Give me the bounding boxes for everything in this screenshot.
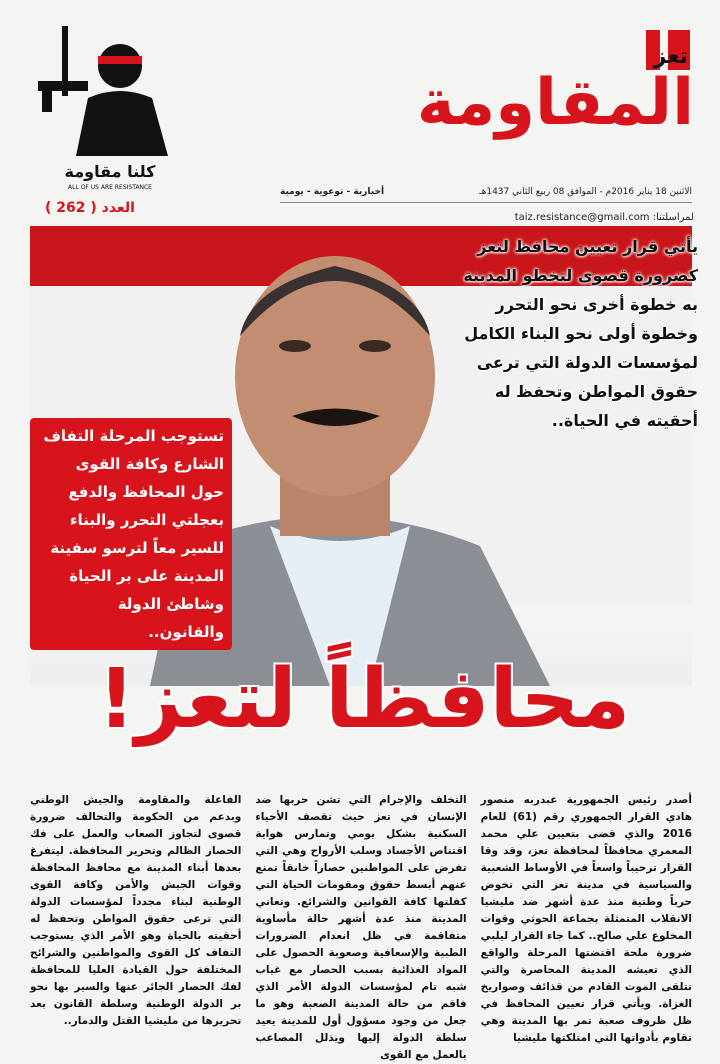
tagline: أخبارية - توعوية - يومية bbox=[280, 187, 385, 197]
resistance-logo bbox=[28, 26, 208, 226]
contact-line bbox=[250, 212, 694, 223]
slogan: كلنا مقاومة bbox=[64, 162, 156, 181]
article-body bbox=[30, 792, 692, 1061]
quote-left: تستوجب المرحلة التفاف الشارع وكافة القوى حول المحافظ والدفع بعجلتي التحرر والبناء للسير معاً لترسو سفينة المدينة على بر الحياة وشاطئ الدولة والقانون.. bbox=[30, 418, 232, 650]
title-city: تعز bbox=[653, 44, 688, 69]
article-column-2: التخلف والإجرام التي تشن حربها ضد الإنسان في تعز حيث تقصف الأحياء السكنية بشكل يومي وتمارس هواية اقتناص الأجساد وسلب الأرواح وهي التي تفرض على المواطنين حصاراً خانقاً تمنع عنهم أبسط حقوق ومقومات الحياة التي كفلتها كافة القوانين والشرائع. وتعاني المدينة منذ عدة أشهر حالة مأساوية متفاقمة في ظل انعدام الضرورات الطبية والإسعافية وصعوبة الحصول على المواد الغذائية بسبب الحصار مع غياب شبه تام لمؤسسات الدولة الأمر الذي فاقم من حالة المدينة الصعبة وهو ما جعل من وجود مسؤول أول للمدينة يعيد سلطة الدولة إليها ويذلل المصاعب بالعمل مع القوى bbox=[255, 794, 467, 1061]
slogan-english: ALL OF US ARE RESISTANCE bbox=[68, 184, 152, 191]
fighter-with-rifle-icon bbox=[28, 26, 178, 156]
email-label: لمراسلتنا: bbox=[652, 212, 694, 223]
issue-number: العدد ( 262 ) bbox=[45, 200, 135, 216]
quote-right: يأتي قرار تعيين محافظ لتعز كضرورة قصوى لتخطو المدينة به خطوة أخرى نحو التحرر وخطوة أولى نحو البناء الكامل لمؤسسات الدولة التي ترعى حقوق المواطن وتحفظ له أحقيته في الحياة.. bbox=[463, 237, 698, 430]
email-address: taiz.resistance@gmail.com bbox=[514, 212, 650, 223]
article-column-3: الفاعلة والمقاومة والجيش الوطني وبدعم من الحكومة والتحالف ضرورة قصوى لتجاوز الصعاب والعمل على فك الحصار الظالم وتحرير المحافظة. ليتفرغ بعدها أبناء المدينة مع محافظ المحافظة وقوات الجيش والأمن وكافة القوى الوطنية لبناء مجدداً لمؤسسات الدولة التي ترعى حقوق المواطن وتحفظ له أحقيته بالحياة وهو الأمر الذي يستوجب التفاف كل القوى والمواطنين والشرائح المختلفة حول القيادة العليا للمحافظة لفك الحصار الجائر عنها والسير بها نحو بر الدولة الوطنية وسلطة القانون بعد تحريرها من مليشيا القتل والدمار.. bbox=[30, 794, 242, 1027]
article-column-1: أصدر رئيس الجمهورية عبدربه منصور هادي القرار الجمهوري رقم (61) للعام 2016 والذي قضى بتعيين علي محمد المعمري محافظاً لمحافظة تعز، وقد وقا القرار ترحيباً واسعاً في الأوساط الشعبية والسياسية في مدينة تعز التي تخوض حرباً وطنية منذ عدة أشهر ضد مليشيا الانقلاب المتمثلة بجماعة الحوثي وقوات المخلوع علي صالح.. كما جاء القرار ليلبي ضرورة ملحة اقتضتها المرحلة والواقع الذي تعيشه المدينة المحاصرة والتي تتلقى الموت القادم من قذائف وصواريخ الغزاة. ويأتي قرار تعيين المحافظ في ظل ظروف صعبة تمر بها المدينة وهي تقاوم بأدواتها التي امتلكتها مليشيا bbox=[480, 794, 692, 1044]
main-headline: محافظاً لتعز! bbox=[97, 652, 631, 747]
newspaper-title: المقاومة bbox=[416, 66, 694, 140]
date-line bbox=[280, 182, 692, 203]
date-text: الاثنين 18 يناير 2016م - الموافق 08 ربيع الثاني 1437هـ bbox=[478, 187, 692, 197]
